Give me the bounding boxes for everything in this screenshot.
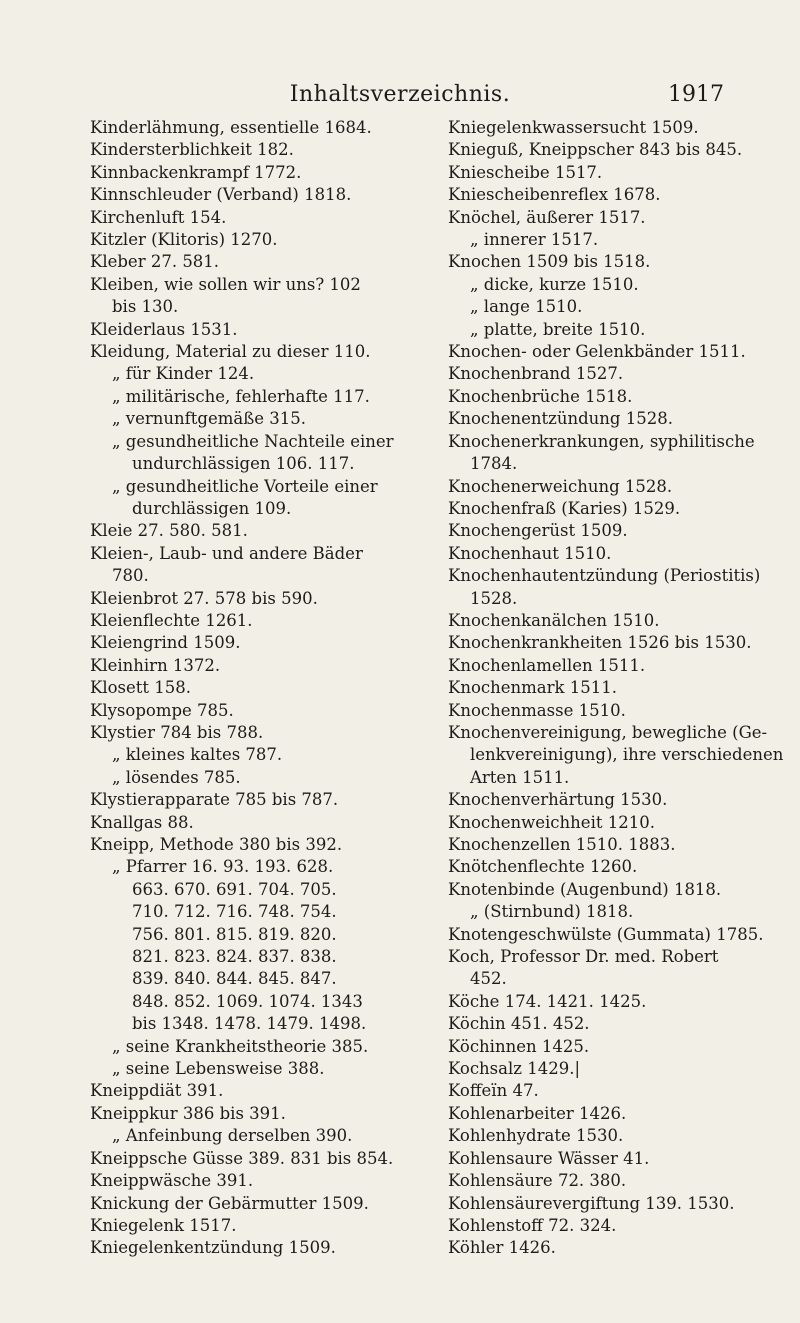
index-entry: Knochenlamellen 1511. <box>448 655 646 675</box>
index-entry: Köchinnen 1425. <box>448 1036 590 1056</box>
index-entry: Knochen 1509 bis 1518. <box>448 252 651 272</box>
index-entry: Klosett 158. <box>90 678 192 698</box>
index-entry: Knochenbrand 1527. <box>448 364 624 384</box>
index-entry: Kleber 27. 581. <box>90 252 220 272</box>
index-entry: Kneippsche Güsse 389. 831 bis 854. <box>90 1148 394 1168</box>
index-entry: Arten 1511. <box>470 767 570 787</box>
index-entry: Koch, Professor Dr. med. Robert <box>448 947 719 967</box>
index-entry: 839. 840. 844. 845. 847. <box>132 969 337 989</box>
index-entry: Knochenbrüche 1518. <box>448 386 633 406</box>
index-entry: 710. 712. 716. 748. 754. <box>132 902 337 922</box>
index-entry: Knochenhautentzündung (Periostitis) <box>448 566 761 586</box>
index-entry: Knieguß, Kneippscher 843 bis 845. <box>448 140 743 160</box>
index-entry: 780. <box>112 566 149 586</box>
index-entry: Knochenkanälchen 1510. <box>448 610 660 630</box>
index-entry: Köchin 451. 452. <box>448 1014 590 1034</box>
index-entry: Knochenmasse 1510. <box>448 700 626 720</box>
index-entry: Knochenvereinigung, bewegliche (Ge- <box>448 722 768 742</box>
page-number: 1917 <box>668 82 724 107</box>
index-entry: Knochen- oder Gelenkbänder 1511. <box>448 342 746 362</box>
index-entry: Kleiderlaus 1531. <box>90 319 238 339</box>
index-entry: „ Anfeinbung derselben 390. <box>112 1126 353 1146</box>
index-entry: „ (Stirnbund) 1818. <box>470 902 634 922</box>
index-entry: Kohlenstoff 72. 324. <box>448 1215 617 1235</box>
running-title: Inhaltsverzeichnis. <box>289 82 511 107</box>
index-entry: Knochengerüst 1509. <box>448 521 628 541</box>
index-entry: Kniegelenk 1517. <box>90 1215 237 1235</box>
index-entry: bis 130. <box>112 297 179 317</box>
index-entry: Kinderlähmung, essentielle 1684. <box>90 118 372 137</box>
index-column-right <box>448 117 790 1260</box>
index-entry: Kneippdiät 391. <box>90 1081 224 1101</box>
index-entry: Köhler 1426. <box>448 1238 556 1258</box>
index-entry: „ seine Lebensweise 388. <box>112 1059 325 1079</box>
index-entry: Knotenbinde (Augenbund) 1818. <box>448 879 722 899</box>
index-column-left <box>90 117 432 1260</box>
index-entry: Knochenerweichung 1528. <box>448 476 673 496</box>
index-entry: 1784. <box>470 454 518 474</box>
index-entry: Knochenkrankheiten 1526 bis 1530. <box>448 633 752 653</box>
index-entry: Kleienflechte 1261. <box>90 610 253 630</box>
index-entry: Kochsalz 1429.| <box>448 1059 580 1079</box>
index-entry: 821. 823. 824. 837. 838. <box>132 947 337 967</box>
index-entry: „ gesundheitliche Vorteile einer <box>112 476 378 496</box>
index-entry: Knochenverhärtung 1530. <box>448 790 668 810</box>
index-entry: Knochenfraß (Karies) 1529. <box>448 498 681 518</box>
index-entry: undurchlässigen 106. 117. <box>132 454 355 474</box>
index-entry: Kohlensäurevergiftung 139. 1530. <box>448 1193 735 1213</box>
index-entry: Kleien-, Laub- und andere Bäder <box>90 543 363 563</box>
index-entry: Kohlenhydrate 1530. <box>448 1126 624 1146</box>
index-entry: Kleienbrot 27. 578 bis 590. <box>90 588 318 608</box>
index-entry: durchlässigen 109. <box>132 498 292 518</box>
page-header <box>0 78 800 114</box>
index-entry: Kneippwäsche 391. <box>90 1171 254 1191</box>
index-entry: Kindersterblichkeit 182. <box>90 140 294 160</box>
index-entry: Kleiengrind 1509. <box>90 633 241 653</box>
index-entry: „ gesundheitliche Nachteile einer <box>112 431 394 451</box>
index-entry: „ lösendes 785. <box>112 767 241 787</box>
index-entry: Kinnbackenkrampf 1772. <box>90 162 302 182</box>
index-entry: Kneipp, Methode 380 bis 392. <box>90 835 343 854</box>
index-entry: Kohlenarbeiter 1426. <box>448 1103 627 1123</box>
index-entry: Knotengeschwülste (Gummata) 1785. <box>448 924 764 944</box>
index-entry: Knochenentzündung 1528. <box>448 409 673 429</box>
index-entry: Kleidung, Material zu dieser 110. <box>90 342 371 362</box>
index-entry: „ lange 1510. <box>470 297 583 317</box>
index-entry: „ vernunftgemäße 315. <box>112 409 306 429</box>
index-entry: „ innerer 1517. <box>470 230 599 250</box>
index-entry: Kniescheibenreflex 1678. <box>448 185 661 205</box>
index-entry: Kirchenluft 154. <box>90 207 227 227</box>
index-entry: Knötchenflechte 1260. <box>448 857 638 877</box>
index-entry: Kinnschleuder (Verband) 1818. <box>90 185 352 205</box>
index-entry: Klystierapparate 785 bis 787. <box>90 790 339 810</box>
index-entry: Kleie 27. 580. 581. <box>90 521 248 541</box>
index-entry: „ seine Krankheitstheorie 385. <box>112 1036 369 1056</box>
index-entry: Kneippkur 386 bis 391. <box>90 1103 286 1123</box>
index-entry: Knöchel, äußerer 1517. <box>448 207 646 227</box>
index-entry: „ militärische, fehlerhafte 117. <box>112 386 370 406</box>
index-entry: Knochenerkrankungen, syphilitische <box>448 431 755 451</box>
index-entry: 452. <box>470 969 507 989</box>
index-entry: Knallgas 88. <box>90 812 194 832</box>
index-entry: 1528. <box>470 588 518 608</box>
index-entry: Kleinhirn 1372. <box>90 655 221 675</box>
index-entry: lenkvereinigung), ihre verschiedenen <box>470 745 784 765</box>
index-entry: 663. 670. 691. 704. 705. <box>132 879 337 899</box>
index-entry: Knochenmark 1511. <box>448 678 617 698</box>
index-entry: Kniegelenkentzündung 1509. <box>90 1238 336 1258</box>
index-entry: 848. 852. 1069. 1074. 1343 <box>132 991 363 1011</box>
index-entry: „ Pfarrer 16. 93. 193. 628. <box>112 857 334 877</box>
index-entry: 756. 801. 815. 819. 820. <box>132 924 337 944</box>
index-entry: Knochenhaut 1510. <box>448 543 612 563</box>
index-entry: Köche 174. 1421. 1425. <box>448 991 647 1011</box>
index-entry: Knochenweichheit 1210. <box>448 812 655 832</box>
index-entry: bis 1348. 1478. 1479. 1498. <box>132 1014 367 1034</box>
index-entry: Kohlensaure Wässer 41. <box>448 1148 650 1168</box>
index-entry: Kitzler (Klitoris) 1270. <box>90 230 278 250</box>
index-entry: Koffeïn 47. <box>448 1081 539 1101</box>
index-entry: Kleiben, wie sollen wir uns? 102 <box>90 274 361 294</box>
index-entry: Kniegelenkwassersucht 1509. <box>448 118 699 137</box>
index-entry: „ platte, breite 1510. <box>470 319 646 339</box>
index-entry: „ dicke, kurze 1510. <box>470 274 639 294</box>
index-entry: Knickung der Gebärmutter 1509. <box>90 1193 369 1213</box>
index-entry: Kohlensäure 72. 380. <box>448 1171 627 1191</box>
index-entry: „ für Kinder 124. <box>112 364 255 384</box>
index-entry: „ kleines kaltes 787. <box>112 745 283 765</box>
index-entry: Knochenzellen 1510. 1883. <box>448 835 676 854</box>
index-entry: Kniescheibe 1517. <box>448 162 603 182</box>
index-entry: Klysopompe 785. <box>90 700 234 720</box>
index-entry: Klystier 784 bis 788. <box>90 722 264 742</box>
